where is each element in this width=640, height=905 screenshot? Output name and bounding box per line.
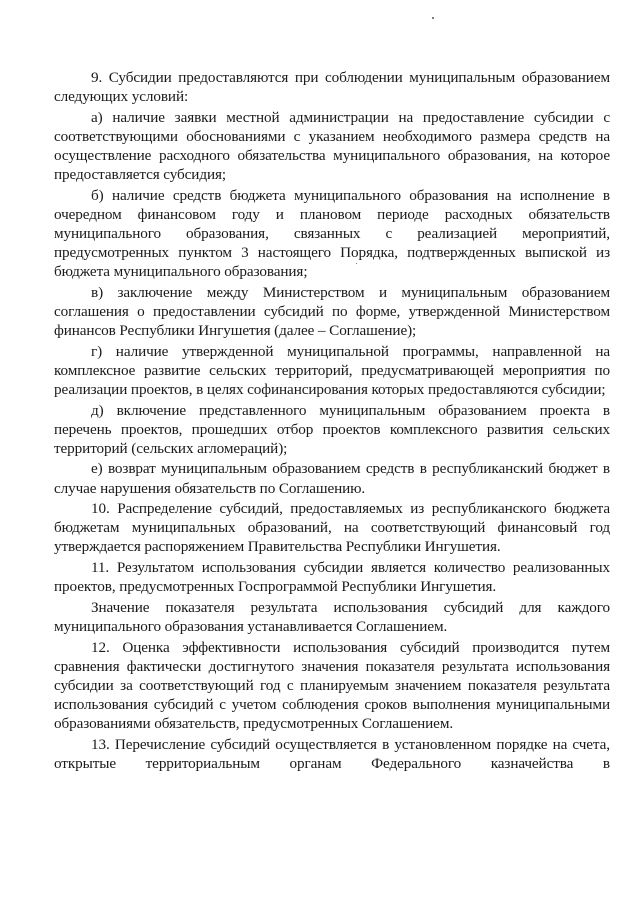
paragraph-11-value: Значение показателя результата использования субсидий для каждого муниципального образования устанавливается Соглашением.	[54, 598, 610, 635]
document-page	[54, 68, 610, 775]
paragraph-9v: в) заключение между Министерством и муниципальным образованием соглашения о предоставлении субсидий по форме, утвержденной Министерством финансов Республики Ингушетия (далее – Соглашение);	[54, 283, 610, 339]
paragraph-9d: д) включение представленного муниципальным образованием проекта в перечень проектов, прошедших отбор проектов комплексного развития сельских территорий (сельских агломераций);	[54, 401, 610, 457]
paragraph-9a: а) наличие заявки местной администрации на предоставление субсидии с соответствующими обоснованиями с указанием необходимого размера средств на осуществление расходного обязательства муниципального образования, на которое предоставляется субсидия;	[54, 108, 610, 184]
scan-speck	[432, 17, 434, 19]
paragraph-9g: г) наличие утвержденной муниципальной программы, направленной на комплексное развитие сельских территорий, предусматривающей мероприятия по реализации проектов, в целях софинансирования которых предоставляются субсидии;	[54, 342, 610, 398]
paragraph-9b: б) наличие средств бюджета муниципального образования на исполнение в очередном финансовом году и плановом периоде расходных обязательств муниципального образования, связанных с реализацией мероприятий, предусмотренных пунктом 3 настоящего Порядка, подтвержденных выпиской из бюджета муниципального образования;	[54, 186, 610, 281]
paragraph-12: 12. Оценка эффективности использования субсидий производится путем сравнения фактически достигнутого значения показателя результата использования субсидии за соответствующий год с планируемым значением показателя результата использования субсидий с учетом соблюдения сроков выполнения муниципальными образованиями обязательств, предусмотренных Соглашением.	[54, 638, 610, 733]
paragraph-11: 11. Результатом использования субсидии является количество реализованных проектов, предусмотренных Госпрограммой Республики Ингушетия.	[54, 559, 610, 596]
paragraph-13: 13. Перечисление субсидий осуществляется в установленном порядке на счета, открытые территориальным органам Федерального казначейства в	[54, 735, 610, 772]
paragraph-9: 9. Субсидии предоставляются при соблюдении муниципальным образованием следующих условий:	[54, 69, 610, 106]
paragraph-9e: е) возврат муниципальным образованием средств в республиканский бюджет в случае нарушения обязательств по Соглашению.	[54, 460, 610, 497]
paragraph-10: 10. Распределение субсидий, предоставляемых из республиканского бюджета бюджетам муниципальных образований, на соответствующий финансовый год утверждается распоряжением Правительства Республики Ингушетия.	[54, 500, 610, 556]
